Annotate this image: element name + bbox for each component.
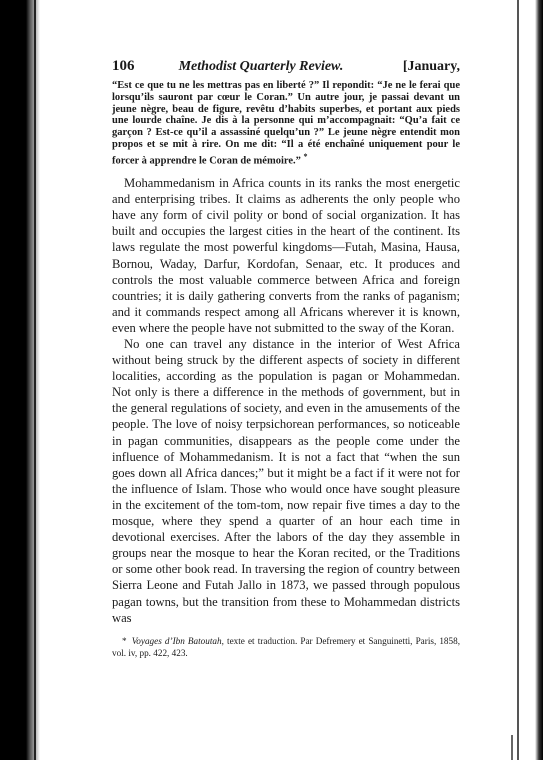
body-paragraph-1: Mohammedanism in Africa counts in its ranks the most energetic and enterprising tribes. It claims as adherents the only people who have any form of civil polity or bond of social organization. It has built and occupies the largest cities in the heart of the continent. Its laws regulate the most powerful kingdoms—Futah, Masina, Hausa, Bornou, Waday, Darfur, Kordofan, Senaar, etc. It produces and controls the most valuable commerce between Africa and foreign countries; it is daily gathering converts from the ranks of paganism; and it commands respect among all Africans wherever it is known, even where the people have not submitted to the sway of the Koran. <box>112 176 460 335</box>
scan-rule-right-lower <box>511 735 513 760</box>
footnote-title: Voyages d’Ibn Batoutah, <box>131 635 224 646</box>
footnote-mark: * <box>122 635 127 646</box>
french-quotation <box>112 80 460 167</box>
journal-title: Methodist Quarterly Review. <box>178 59 344 74</box>
scan-rule-left <box>34 0 36 760</box>
scan-edge-right <box>535 0 543 760</box>
scan-rule-right <box>517 0 519 760</box>
page-number: 106 <box>112 58 135 74</box>
footnote <box>112 635 460 659</box>
footnote-text: texte et traduction. Par Defremery et Sanguinetti, Paris, 1858, vol. iv, pp. 422, 423. <box>112 635 461 658</box>
footnote-reference: * <box>303 151 308 161</box>
quotation-text: “Est ce que tu ne les mettras pas en liberté ?” Il repondit: “Je ne le ferai que lorsqu’ils sauront par cœur le Coran.” Un autre jour, je passai devant un jeune nègre, beau de figure, revêtu d’habits superbes, et portant aux pieds une lourde chaîne. Je dis à la personne qui m’accompagnait: “Qu’a fait ce garçon ? Est-ce qu’il a assassiné quelqu’un ?” Le jeune nègre entendit mon propos et se mit à rire. On me dit: “Il a été enchaîné uniquement pour le forcer à apprendre le Coran de mémoire.” <box>112 80 460 167</box>
book-page <box>112 58 460 668</box>
running-head <box>112 58 460 80</box>
body-paragraph-2: No one can travel any distance in the interior of West Africa without being struck by the different aspects of society in different localities, according as the population is pagan or Mohammedan. Not only is there a difference in the methods of government, but in the general regulations of society, and even in the amusements of the people. The love of noisy terpsichorean performances, so noticeable in pagan communities, disappears as the people come under the influence of Mohammedanism. It is not a fact that “when the sun goes down all Africa dances;” but it might be a fact if it were not for the influence of Islam. Those who would once have sought pleasure in the excitement of the tom-tom, now repair five times a day to the mosque, where they spend a quarter of an hour each time in devotional exercises. After the labors of the day they assemble in groups near the mosque to hear the Koran recited, or the Traditions or some other book read. In traversing the region of country between Sierra Leone and Futah Jallo in 1873, we passed through populous pagan towns, but the transition from these to Mohammedan districts was <box>112 337 460 625</box>
issue-date: [January, <box>402 59 460 74</box>
